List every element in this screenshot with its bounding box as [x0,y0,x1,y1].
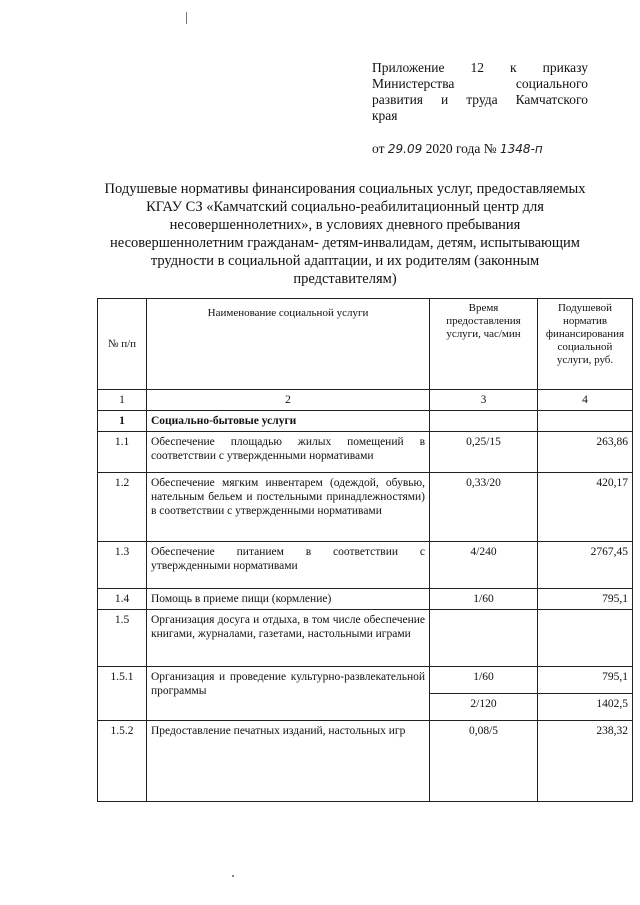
row-time: 4/240 [430,542,538,589]
row-time [430,610,538,667]
row-name: Обеспечение площадью жилых помещений в соответствии с утвержденными нормативами [147,432,430,473]
header-service-name: Наименование социальной услуги [147,299,430,390]
header-line-4: края [372,108,398,123]
scan-mark [186,12,187,24]
table-row [98,721,633,802]
services-table [97,298,633,802]
row-time: 0,08/5 [430,721,538,802]
order-prefix: от [372,141,385,156]
header-word: 12 [470,60,484,75]
table-row [98,542,633,589]
row-name: Обеспечение питанием в соответствии с утвержденными нормативами [147,542,430,589]
header-word: Камчатского [515,92,588,107]
table-row [98,667,633,694]
header-word: развития [372,92,424,107]
row-time: 0,25/15 [430,432,538,473]
order-year: 2020 года № [425,141,497,156]
title-line: Подушевые нормативы финансирования социальных услуг, предоставляемых [104,181,586,197]
row-num: 1.2 [98,473,147,542]
row-norm: 263,86 [538,432,633,473]
row-norm: 238,32 [538,721,633,802]
row-time: 0,33/20 [430,473,538,542]
order-number-handwritten: 1348-п [500,142,543,156]
header-word: к [510,60,517,75]
table-row-section [98,411,633,432]
title-line: несовершеннолетних», в условиях дневного пребывания [169,217,521,233]
header-line-2 [372,76,588,92]
col-number: 2 [147,390,430,411]
row-name: Помощь в приеме пищи (кормление) [147,589,430,610]
header-line-1 [372,60,588,76]
row-name: Организация досуга и отдыха, в том числе обеспечение книгами, журналами, газетами, настольными играми [147,610,430,667]
col-number: 1 [98,390,147,411]
header-num: № п/п [98,299,147,390]
header-word: социального [515,76,588,91]
header-line-3 [372,92,588,108]
row-time [430,411,538,432]
row-num: 1.5.2 [98,721,147,802]
title-line: КГАУ СЗ «Камчатский социально-реабилитационный центр для [146,199,544,215]
appendix-header [372,60,588,124]
row-num: 1.5 [98,610,147,667]
title-line: представителям) [293,271,397,287]
row-num: 1 [98,411,147,432]
order-reference [372,141,543,157]
row-name: Организация и проведение культурно-развлекательной программы [147,667,430,721]
row-norm [538,411,633,432]
header-word: Приложение [372,60,445,75]
row-norm: 795,1 [538,667,633,694]
row-name: Обеспечение мягким инвентарем (одеждой, обувью, нательным бельем и постельными принадлежностями) в соответствии с утвержденными нормативами [147,473,430,542]
header-word: и [440,92,449,107]
header-time: Время предоставления услуги, час/мин [430,299,538,390]
column-number-row [98,390,633,411]
row-norm: 2767,45 [538,542,633,589]
row-norm [538,610,633,667]
scan-speck [232,875,234,877]
row-norm: 420,17 [538,473,633,542]
row-name: Предоставление печатных изданий, настольных игр [147,721,430,802]
order-date-handwritten: 29.09 [387,142,423,156]
table-row [98,473,633,542]
row-norm: 795,1 [538,589,633,610]
table-row [98,432,633,473]
col-number: 4 [538,390,633,411]
table-header-row [98,299,633,390]
table-row [98,589,633,610]
header-norm: Подушевой норматив финансирования социальной услуги, руб. [538,299,633,390]
header-word: приказу [542,60,588,75]
title-line: трудности в социальной адаптации, и их родителям (законным [150,253,540,269]
row-num: 1.5.1 [98,667,147,721]
header-word: труда [466,92,498,107]
row-norm: 1402,5 [538,694,633,721]
header-word: Министерства [372,76,455,91]
row-name: Социально-бытовые услуги [147,411,430,432]
row-time: 1/60 [430,667,538,694]
row-num: 1.4 [98,589,147,610]
row-time: 2/120 [430,694,538,721]
row-num: 1.1 [98,432,147,473]
title-line: несовершеннолетним гражданам- детям-инвалидам, детям, испытывающим [110,235,580,251]
col-number: 3 [430,390,538,411]
document-title [80,180,610,288]
table-row [98,610,633,667]
row-time: 1/60 [430,589,538,610]
row-num: 1.3 [98,542,147,589]
